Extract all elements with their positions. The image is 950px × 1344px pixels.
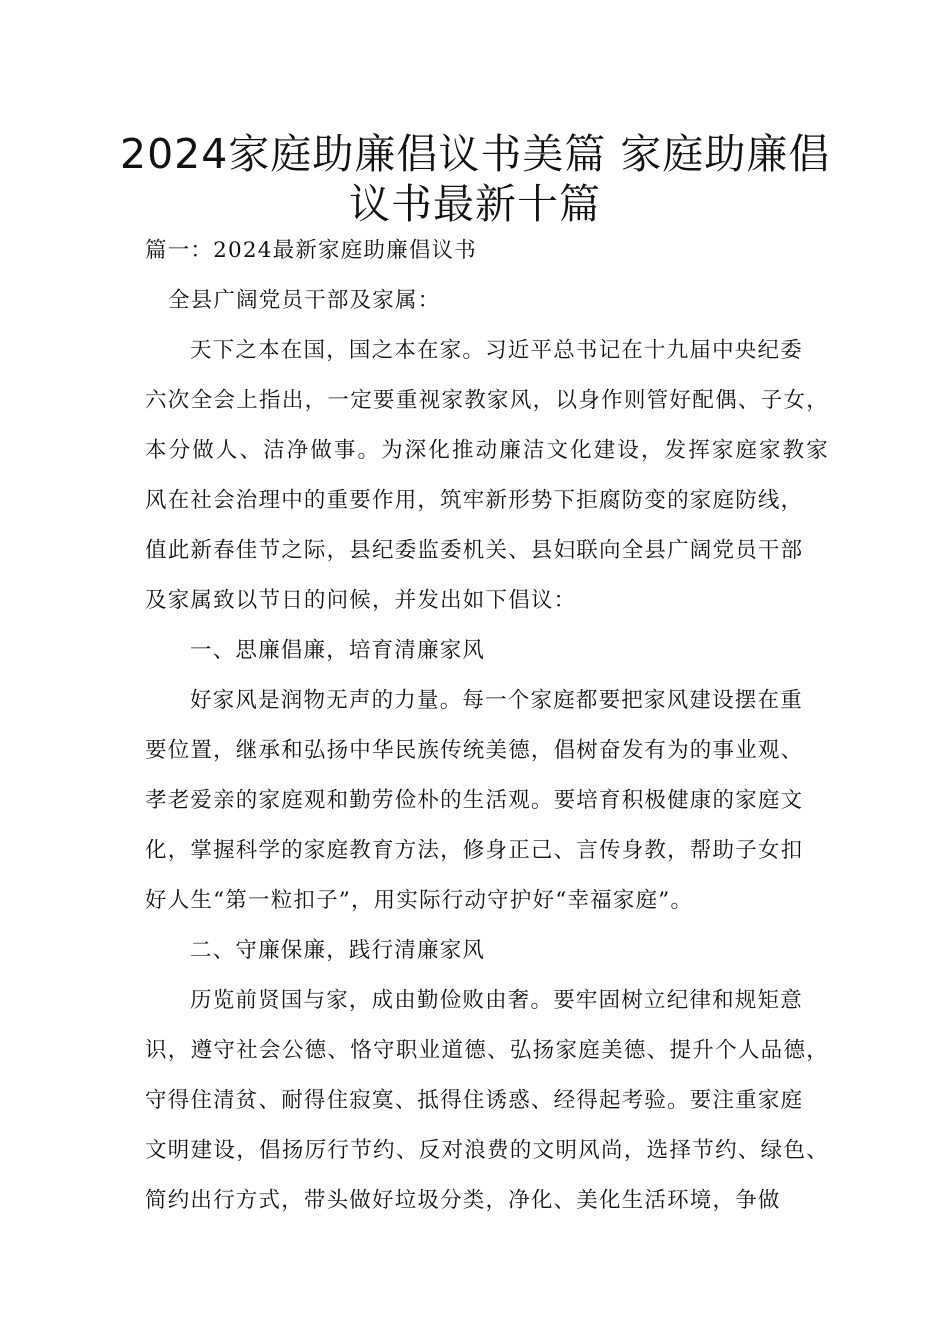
paragraph-line: 化，掌握科学的家庭教育方法，修身正己、言传身教，帮助子女扣 — [145, 838, 804, 863]
paragraph-line: 及家属致以节日的问候，并发出如下倡议： — [145, 588, 577, 613]
subheading-1: 一、思廉倡廉，培育清廉家风 — [190, 638, 486, 663]
paragraph-line: 好家风是润物无声的力量。每一个家庭都要把家风建设摆在重 — [190, 688, 803, 713]
paragraph-line: 历览前贤国与家，成由勤俭败由奢。要牢固树立纪律和规矩意 — [190, 988, 803, 1013]
paragraph-line: 本分做人、洁净做事。为深化推动廉洁文化建设，发挥家庭家教家 — [145, 438, 829, 463]
paragraph-line: 孝老爱亲的家庭观和勤劳俭朴的生活观。要培育积极健康的家庭文 — [145, 788, 804, 813]
document-title-line-2: 议书最新十篇 — [349, 180, 601, 228]
paragraph-line: 守得住清贫、耐得住寂寞、抵得住诱惑、经得起考验。要注重家庭 — [145, 1088, 804, 1113]
section-heading: 篇一：2024最新家庭助廉倡议书 — [145, 238, 477, 263]
paragraph-line: 识，遵守社会公德、恪守职业道德、弘扬家庭美德、提升个人品德， — [145, 1038, 829, 1063]
paragraph-line: 六次全会上指出，一定要重视家教家风，以身作则管好配偶、子女， — [145, 388, 829, 413]
paragraph-line: 好人生“第一粒扣子”，用实际行动守护好“幸福家庭”。 — [145, 888, 694, 913]
paragraph-line: 文明建设，倡扬厉行节约、反对浪费的文明风尚，选择节约、绿色、 — [145, 1138, 829, 1163]
salutation: 全县广阔党员干部及家属： — [168, 288, 441, 313]
paragraph-line: 简约出行方式，带头做好垃圾分类，净化、美化生活环境，争做 — [145, 1188, 781, 1213]
subheading-2: 二、守廉保廉，践行清廉家风 — [190, 938, 486, 963]
paragraph-line: 要位置，继承和弘扬中华民族传统美德，倡树奋发有为的事业观、 — [145, 738, 804, 763]
paragraph-line: 值此新春佳节之际，县纪委监委机关、县妇联向全县广阔党员干部 — [145, 538, 804, 563]
document-title-line-1: 2024家庭助廉倡议书美篇 家庭助廉倡 — [120, 130, 831, 178]
paragraph-line: 天下之本在国，国之本在家。习近平总书记在十九届中央纪委 — [190, 338, 803, 363]
paragraph-line: 风在社会治理中的重要作用，筑牢新形势下拒腐防变的家庭防线， — [145, 488, 804, 513]
